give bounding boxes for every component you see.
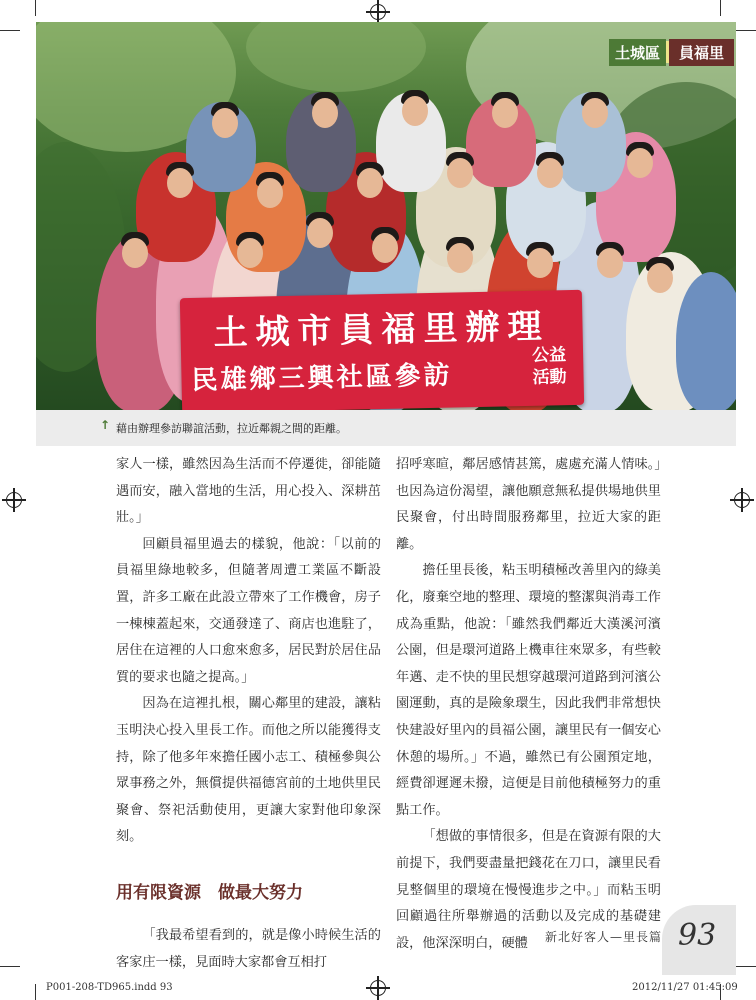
group-photo bbox=[36, 22, 736, 410]
paragraph: 擔任里長後，粘玉明積極改善里內的綠美化，廢棄空地的整理、環境的整潔與消毒工作成為重點，他說：「雖然我們鄰近大漢溪河濱公園，但是環河道路上機車往來眾多，有些較年邁、走不快的里民想穿越環河道路到河濱公園運動，真的是險象環生，因此我們非常想快快建設好里內的員福公園，讓里民有一個安心休憩的場所。」不過，雖然已有公園預定地，經費卻遲遲未撥，這便是目前他積極努力的重點工作。 bbox=[396, 563, 661, 818]
paragraph: 家人一樣，雖然因為生活而不停遷徙，卻能隨遇而安，融入當地的生活，用心投入、深耕茁壯。」 bbox=[116, 457, 381, 526]
crop-mark bbox=[0, 966, 20, 967]
print-slug-file: P001-208-TD965.indd 93 bbox=[46, 982, 173, 993]
registration-mark-icon bbox=[6, 492, 22, 508]
paragraph: 招呼寒暄，鄰居感情甚篤，處處充滿人情味。」也因為這份渴望，讓他願意無私提供場地供里民聚會，付出時間服務鄰里，拉近大家的距離。 bbox=[396, 457, 661, 552]
article-column-right bbox=[396, 452, 661, 957]
registration-mark-icon bbox=[734, 492, 750, 508]
photo-caption-bar bbox=[36, 410, 736, 446]
arrow-up-icon: ↑ bbox=[100, 418, 111, 432]
crop-mark bbox=[35, 984, 36, 1000]
print-slug-timestamp: 2012/11/27 01:45:09 bbox=[632, 982, 738, 993]
crop-mark bbox=[0, 30, 20, 31]
registration-mark-icon bbox=[370, 980, 386, 996]
paragraph: 因為在這裡扎根，關心鄰里的建設，讓粘玉明決心投入里長工作。而他之所以能獲得支持，除了他多年來擔任國小志工、積極參與公眾事務之外，無償提供福德宮前的土地供里民聚會、祭祀活動使用，更讓大家對他印象深刻。 bbox=[116, 696, 381, 845]
paragraph: 回顧員福里過去的樣貌，他說：「以前的員福里綠地較多，但隨著周遭工業區不斷設置，許多工廠在此設立帶來了工作機會，房子一棟棟蓋起來，交通發達了、商店也進駐了，居住在這裡的人口愈來愈多，居民對於居住品質的要求也隨之提高。」 bbox=[116, 536, 381, 685]
crop-mark bbox=[736, 30, 756, 31]
paragraph: 「想做的事情很多，但是在資源有限的大前提下，我們要盡量把錢花在刀口，讓里民看見整個里的環境在慢慢進步之中。」而粘玉明回顧過往所舉辦過的活動以及完成的基礎建設，他深深明白，硬體 bbox=[396, 829, 661, 951]
section-heading: 用有限資源 做最大努力 bbox=[116, 882, 303, 903]
district-tag bbox=[609, 38, 734, 66]
banner-side-text: 公益活動 bbox=[531, 345, 567, 388]
page-number: 93 bbox=[678, 918, 717, 953]
crop-mark bbox=[736, 966, 756, 967]
crop-mark bbox=[720, 0, 721, 16]
photo-caption: 藉由辦理參訪聯誼活動，拉近鄰親之間的距離。 bbox=[116, 422, 347, 435]
crop-mark bbox=[35, 0, 36, 16]
registration-mark-icon bbox=[370, 4, 386, 20]
photo-banner bbox=[180, 290, 584, 410]
paragraph: 「我最希望看到的，就是像小時候生活的客家庄一樣，見面時大家都會互相打 bbox=[116, 927, 381, 970]
district-label: 土城區 bbox=[609, 39, 666, 66]
village-label: 員福里 bbox=[669, 39, 734, 66]
banner-title: 土城市員福里辦理 bbox=[213, 306, 550, 354]
article-column-left bbox=[116, 452, 381, 976]
series-title: 新北好客人—里長篇 bbox=[545, 930, 663, 944]
banner-subtitle: 民雄鄉三興社區參訪 bbox=[191, 360, 453, 396]
